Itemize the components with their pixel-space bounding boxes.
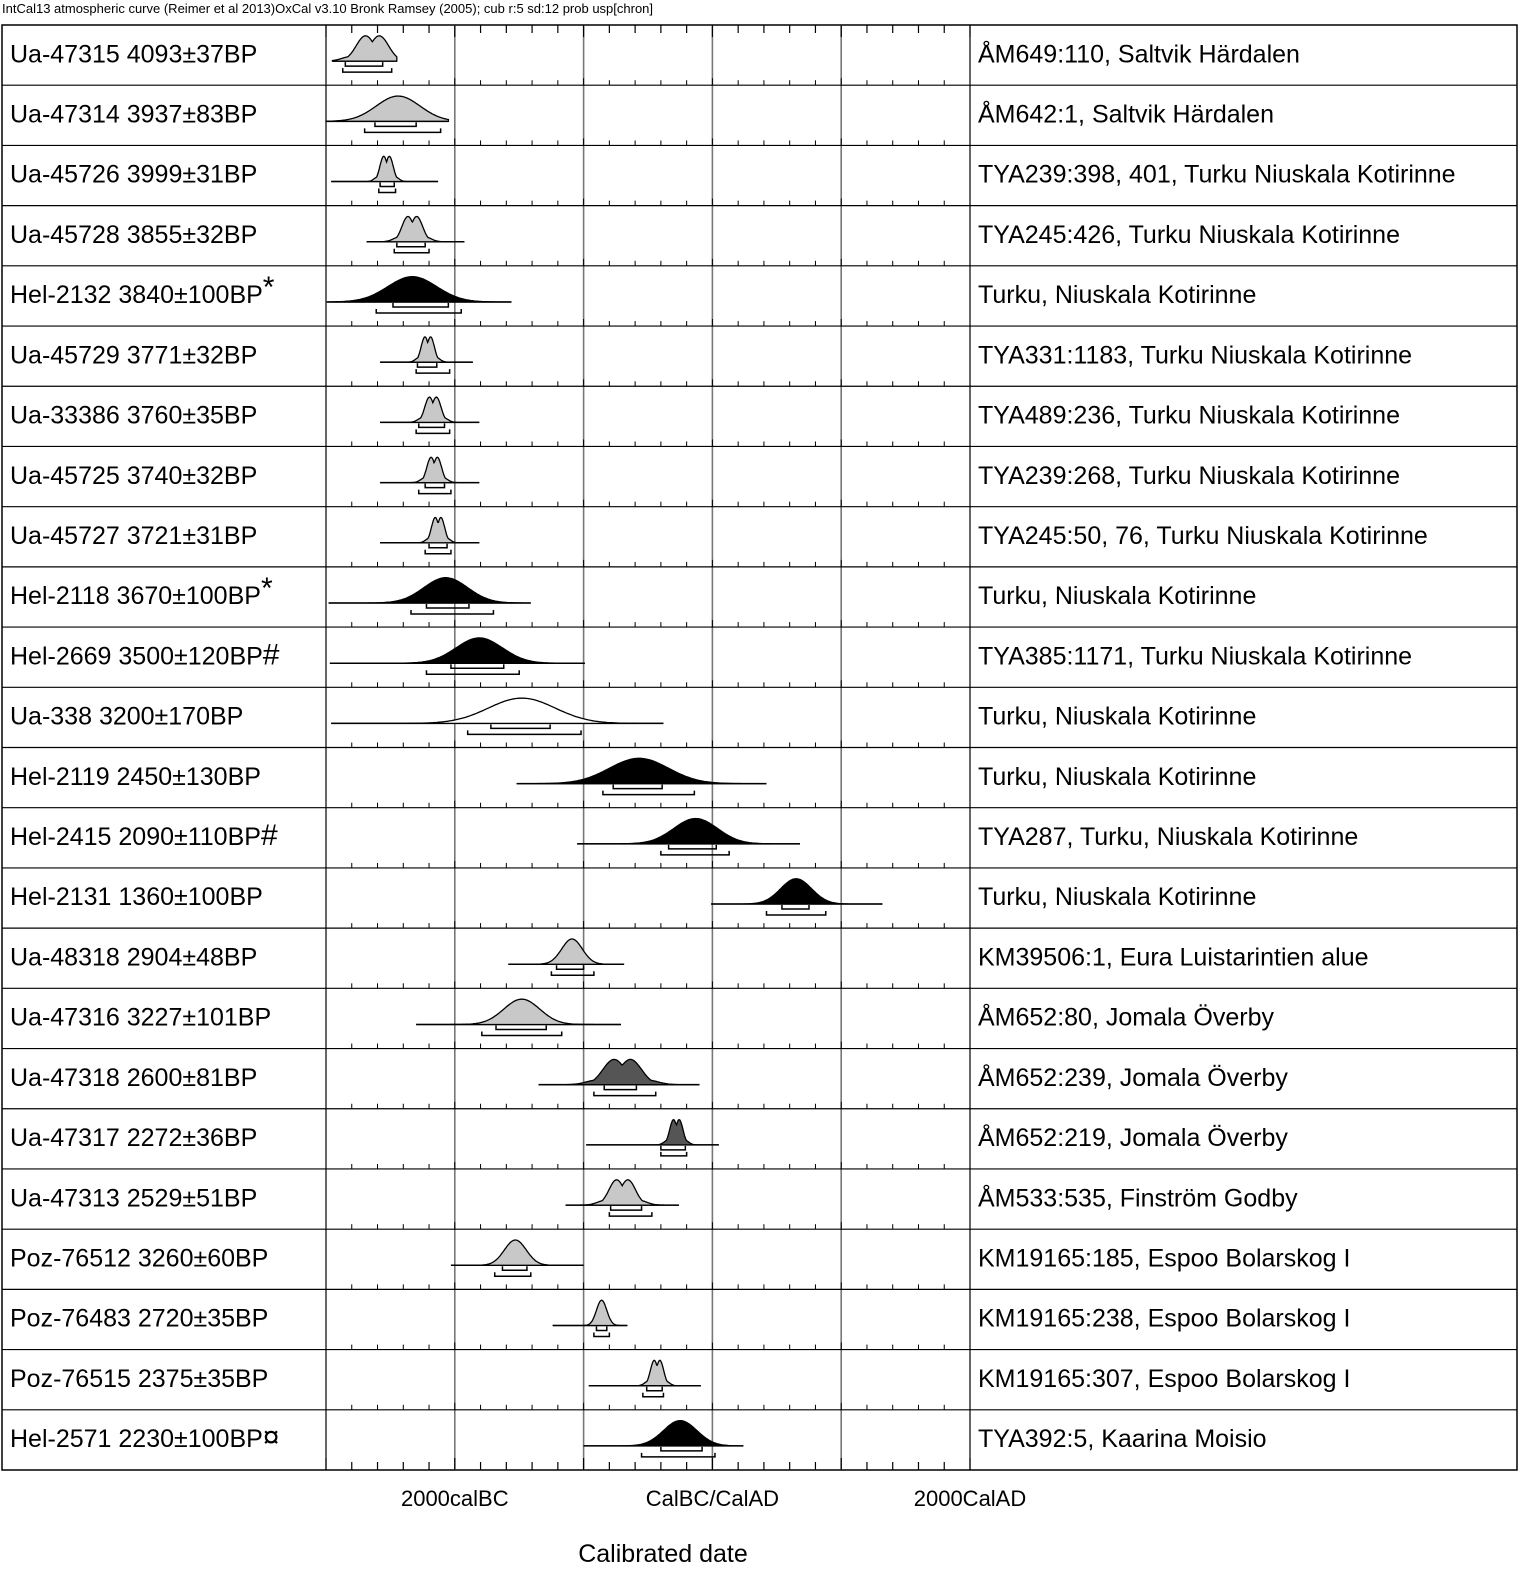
site-label: Turku, Niuskala Kotirinne (978, 281, 1257, 310)
hpd-95-bracket (343, 68, 392, 72)
hpd-95-bracket (365, 128, 441, 132)
table-row (2, 507, 1517, 554)
hpd-95-bracket (426, 670, 519, 674)
probability-distribution (327, 277, 511, 302)
site-label: ÅM652:80, Jomala Överby (978, 1003, 1274, 1032)
hpd-68-bracket (419, 423, 445, 427)
sample-label: Ua-45728 3855±32BP (10, 220, 258, 249)
sample-label: Ua-48318 2904±48BP (10, 943, 258, 972)
probability-distribution (566, 1180, 679, 1205)
x-tick-label: 2000CalAD (913, 1486, 1027, 1511)
site-label: KM19165:238, Espoo Bolarskog I (978, 1304, 1351, 1333)
table-row (2, 386, 1517, 433)
x-tick-label: CalBC/CalAD (645, 1486, 780, 1511)
site-label: Turku, Niuskala Kotirinne (978, 702, 1257, 731)
probability-distribution (539, 1059, 700, 1084)
sample-marker: # (260, 819, 278, 853)
probability-distribution (329, 578, 531, 603)
hpd-95-bracket (379, 189, 396, 193)
hpd-95-bracket (642, 1453, 715, 1457)
sample-label: Ua-45729 3771±32BP (10, 341, 258, 370)
table-row (2, 266, 1517, 313)
site-label: ÅM652:239, Jomala Överby (978, 1063, 1288, 1092)
table-row (2, 1350, 1517, 1397)
hpd-68-bracket (397, 243, 425, 247)
hpd-95-bracket (425, 550, 451, 554)
hpd-68-bracket (393, 303, 448, 307)
x-axis-title: Calibrated date (578, 1540, 748, 1568)
probability-distribution (326, 96, 448, 121)
table-row (2, 1289, 1517, 1336)
site-label: ÅM649:110, Saltvik Härdalen (978, 40, 1300, 69)
site-label: KM39506:1, Eura Luistarintien alue (978, 943, 1369, 972)
table-row (2, 748, 1517, 795)
sample-label: Poz-76483 2720±35BP (10, 1304, 269, 1333)
hpd-68-bracket (491, 724, 550, 728)
table-row (2, 326, 1517, 373)
sample-label: Ua-47318 2600±81BP (10, 1063, 258, 1092)
probability-distribution (331, 698, 663, 723)
sample-label: Ua-47317 2272±36BP (10, 1124, 258, 1153)
probability-distribution (380, 337, 473, 362)
probability-distribution (416, 999, 621, 1024)
sample-label: Ua-47315 4093±37BP (10, 40, 258, 69)
hpd-68-bracket (661, 1447, 702, 1451)
sample-label: Ua-47316 3227±101BP (10, 1003, 272, 1032)
site-label: TYA331:1183, Turku Niuskala Kotirinne (978, 341, 1413, 370)
hpd-95-bracket (661, 1152, 687, 1156)
sample-marker: * (262, 271, 275, 305)
probability-distribution (553, 1300, 628, 1325)
table-row (2, 1229, 1517, 1276)
probability-distribution (332, 36, 396, 61)
sample-label: Ua-47313 2529±51BP (10, 1184, 258, 1213)
site-label: TYA245:50, 76, Turku Niuskala Kotirinne (978, 521, 1428, 550)
hpd-68-bracket (426, 604, 469, 608)
site-label: TYA287, Turku, Niuskala Kotirinne (978, 823, 1359, 852)
hpd-68-bracket (596, 1327, 606, 1331)
table-row (2, 808, 1517, 855)
probability-distribution (380, 518, 479, 543)
site-label: Turku, Niuskala Kotirinne (978, 883, 1257, 912)
sample-rows (2, 36, 1517, 1457)
table-row (2, 85, 1517, 132)
site-label: ÅM652:219, Jomala Överby (978, 1124, 1288, 1153)
hpd-68-bracket (345, 62, 382, 66)
x-tick-label: 2000calBC (400, 1486, 509, 1511)
hpd-95-bracket (411, 610, 493, 614)
table-row (2, 145, 1517, 192)
sample-label: Hel-2131 1360±100BP (10, 883, 263, 912)
hpd-68-bracket (611, 1206, 642, 1210)
table-row (2, 988, 1517, 1035)
table-row (2, 627, 1517, 674)
hpd-95-bracket (394, 249, 429, 253)
hpd-68-bracket (502, 1266, 526, 1270)
hpd-95-bracket (551, 971, 594, 975)
hpd-95-bracket (416, 369, 449, 373)
hpd-68-bracket (425, 484, 444, 488)
sample-marker: # (262, 638, 280, 672)
site-label: KM19165:185, Espoo Bolarskog I (978, 1244, 1351, 1273)
site-label: Turku, Niuskala Kotirinne (978, 762, 1257, 791)
probability-distribution (589, 1360, 701, 1385)
probability-distribution (577, 819, 800, 844)
sample-label: Poz-76515 2375±35BP (10, 1364, 269, 1393)
probability-distribution (331, 156, 438, 181)
table-row (2, 687, 1517, 734)
site-label: ÅM642:1, Saltvik Härdalen (978, 100, 1274, 129)
site-label: TYA489:236, Turku Niuskala Kotirinne (978, 401, 1400, 430)
hpd-68-bracket (429, 544, 447, 548)
table-row (10, 36, 1300, 72)
table-row (2, 1169, 1517, 1216)
table-row (2, 446, 1517, 493)
hpd-68-bracket (375, 122, 416, 126)
hpd-95-bracket (376, 309, 461, 313)
sample-label: Ua-338 3200±170BP (10, 702, 244, 731)
hpd-95-bracket (482, 1031, 562, 1035)
hpd-68-bracket (647, 1387, 662, 1391)
probability-distribution (586, 1120, 719, 1145)
hpd-95-bracket (766, 911, 825, 915)
site-label: TYA392:5, Kaarina Moisio (978, 1425, 1267, 1454)
sample-label: Hel-2132 3840±100BP* (10, 271, 275, 310)
sample-label: Ua-45725 3740±32BP (10, 461, 258, 490)
probability-distribution (517, 758, 767, 783)
probability-distribution (451, 1240, 584, 1265)
hpd-68-bracket (661, 1146, 685, 1150)
probability-distribution (367, 217, 464, 242)
hpd-95-bracket (468, 730, 581, 734)
site-label: TYA385:1171, Turku Niuskala Kotirinne (978, 642, 1413, 671)
hpd-68-bracket (496, 1025, 546, 1029)
hpd-68-bracket (782, 905, 809, 909)
table-row (2, 928, 1517, 975)
site-label: ÅM533:535, Finström Godby (978, 1184, 1298, 1213)
sample-marker: ¤ (262, 1421, 280, 1455)
probability-distribution (330, 638, 585, 663)
hpd-95-bracket (594, 1092, 656, 1096)
table-row (2, 1410, 1517, 1457)
site-label: Turku, Niuskala Kotirinne (978, 582, 1257, 611)
probability-distribution (509, 939, 624, 964)
hpd-68-bracket (669, 845, 717, 849)
hpd-95-bracket (643, 1393, 664, 1397)
hpd-95-bracket (609, 1212, 652, 1216)
probability-distribution (584, 1421, 744, 1446)
sample-label: Hel-2669 3500±120BP# (10, 638, 280, 672)
sample-label: Hel-2118 3670±100BP* (10, 572, 273, 611)
sample-label: Ua-45727 3721±31BP (10, 521, 258, 550)
sample-label: Hel-2415 2090±110BP# (10, 819, 278, 853)
site-label: KM19165:307, Espoo Bolarskog I (978, 1364, 1351, 1393)
table-row (2, 567, 1517, 614)
hpd-68-bracket (557, 965, 584, 969)
table-row (2, 206, 1517, 253)
probability-distribution (711, 879, 882, 904)
hpd-68-bracket (604, 1086, 636, 1090)
hpd-95-bracket (419, 490, 451, 494)
plot-header: IntCal13 atmospheric curve (Reimer et al 2013)OxCal v3.10 Bronk Ramsey (2005); cub r:5 sd:12 prob usp[chron] (2, 1, 654, 16)
site-label: TYA245:426, Turku Niuskala Kotirinne (978, 220, 1400, 249)
hpd-95-bracket (603, 791, 694, 795)
hpd-95-bracket (416, 429, 449, 433)
sample-label: Hel-2571 2230±100BP¤ (10, 1421, 280, 1455)
hpd-95-bracket (661, 851, 729, 855)
hpd-68-bracket (613, 785, 662, 789)
table-row (2, 868, 1517, 915)
sample-marker: * (260, 572, 273, 606)
site-label: TYA239:268, Turku Niuskala Kotirinne (978, 461, 1400, 490)
sample-label: Ua-45726 3999±31BP (10, 160, 258, 189)
probability-distribution (380, 397, 479, 422)
sample-label: Ua-33386 3760±35BP (10, 401, 258, 430)
hpd-68-bracket (417, 363, 436, 367)
table-row (2, 1109, 1517, 1156)
hpd-95-bracket (594, 1333, 609, 1337)
site-label: TYA239:398, 401, Turku Niuskala Kotirinne (978, 160, 1456, 189)
hpd-68-bracket (451, 664, 504, 668)
hpd-95-bracket (495, 1272, 531, 1276)
probability-distribution (380, 457, 479, 482)
x-axis (326, 25, 1026, 1568)
sample-label: Hel-2119 2450±130BP (10, 762, 261, 791)
hpd-68-bracket (380, 183, 394, 187)
sample-label: Ua-47314 3937±83BP (10, 100, 258, 129)
sample-label: Poz-76512 3260±60BP (10, 1244, 269, 1273)
table-row (2, 1049, 1517, 1096)
